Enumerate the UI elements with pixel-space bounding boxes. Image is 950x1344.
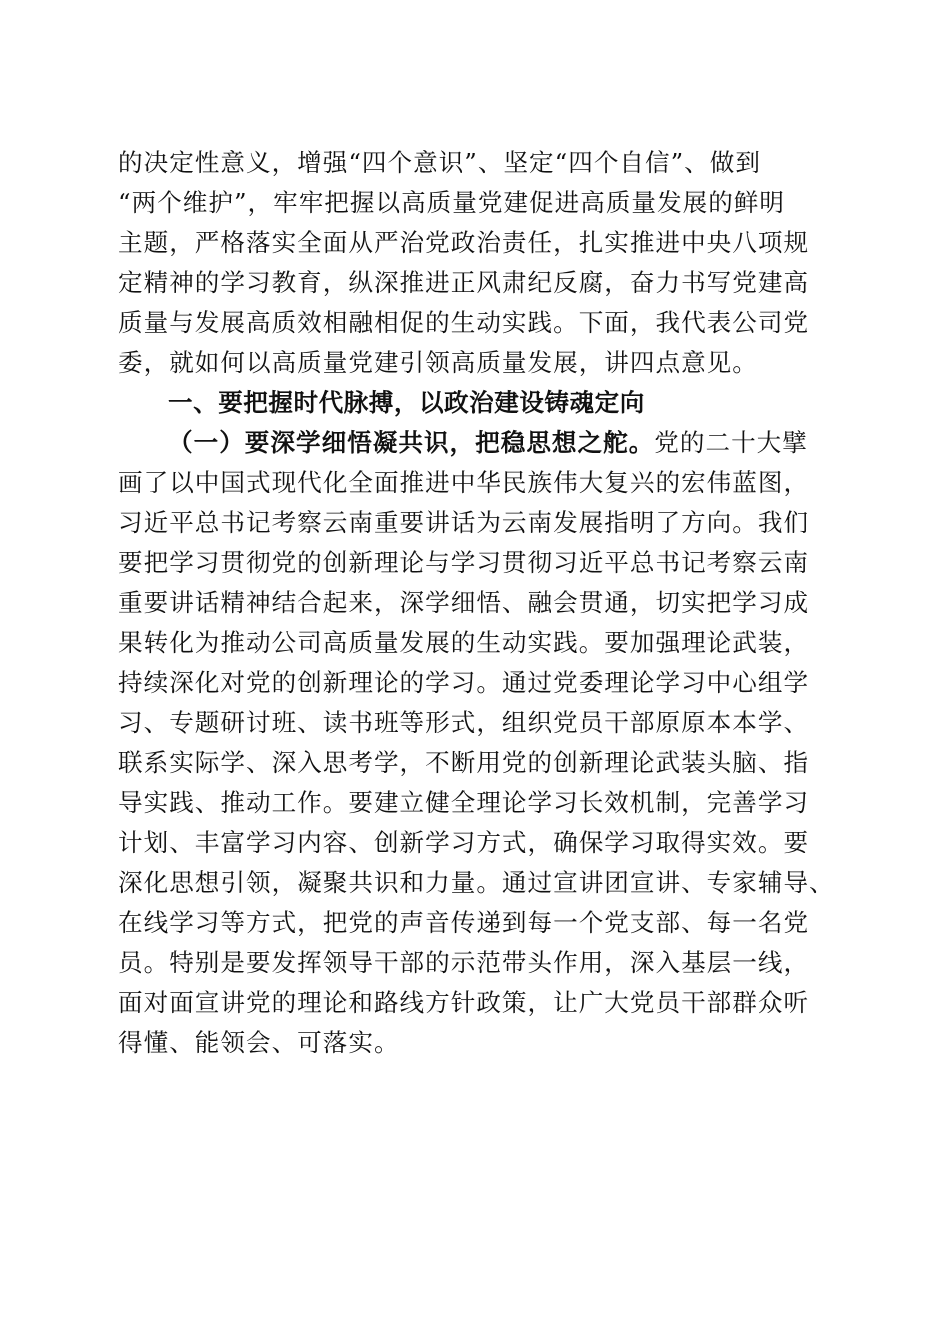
paragraph-line: 定精神的学习教育，纵深推进正风肃纪反腐，奋力书写党建高 [118, 268, 810, 297]
paragraph-line: 员。特别是要发挥领导干部的示范带头作用，深入基层一线， [118, 948, 810, 977]
paragraph-line: 联系实际学、深入思考学，不断用党的创新理论武装头脑、指 [118, 748, 810, 777]
paragraph-line: 画了以中国式现代化全面推进中华民族伟大复兴的宏伟蓝图， [118, 468, 810, 497]
subsection-heading-tail: 党的二十大擘 [654, 428, 808, 457]
paragraph-line: 主题，严格落实全面从严治党政治责任，扎实推进中央八项规 [118, 228, 810, 257]
paragraph-line: 习、专题研讨班、读书班等形式，组织党员干部原原本本学、 [118, 708, 810, 737]
paragraph-line: 在线学习等方式，把党的声音传递到每一个党支部、每一名党 [118, 908, 810, 937]
paragraph-line: 面对面宣讲党的理论和路线方针政策，让广大党员干部群众听 [118, 988, 810, 1017]
paragraph-line: 持续深化对党的创新理论的学习。通过党委理论学习中心组学 [118, 668, 810, 697]
section-heading: 一、要把握时代脉搏，以政治建设铸魂定向 [168, 388, 645, 417]
paragraph-line: “两个维护”，牢牢把握以高质量党建促进高质量发展的鲜明 [118, 188, 785, 217]
paragraph-line: 深化思想引领，凝聚共识和力量。通过宣讲团宣讲、专家辅导、 [118, 868, 835, 897]
paragraph-line: 重要讲话精神结合起来，深学细悟、融会贯通，切实把学习成 [118, 588, 810, 617]
paragraph-line: 质量与发展高质效相融相促的生动实践。下面，我代表公司党 [118, 308, 810, 337]
subsection-heading: （一）要深学细悟凝共识，把稳思想之舵。 [168, 428, 655, 457]
paragraph-line: 计划、丰富学习内容、创新学习方式，确保学习取得实效。要 [118, 828, 810, 857]
paragraph-line: 的决定性意义，增强“四个意识”、坚定“四个自信”、做到 [118, 148, 761, 177]
paragraph-line: 习近平总书记考察云南重要讲话为云南发展指明了方向。我们 [118, 508, 810, 537]
paragraph-line: 果转化为推动公司高质量发展的生动实践。要加强理论武装， [118, 628, 810, 657]
paragraph-line: 委，就如何以高质量党建引领高质量发展，讲四点意见。 [118, 348, 758, 377]
paragraph-line: 导实践、推动工作。要建立健全理论学习长效机制，完善学习 [118, 788, 810, 817]
paragraph-line: 得懂、能领会、可落实。 [118, 1028, 400, 1057]
paragraph-line: 要把学习贯彻党的创新理论与学习贯彻习近平总书记考察云南 [118, 548, 810, 577]
subsection-heading-line [168, 426, 838, 460]
